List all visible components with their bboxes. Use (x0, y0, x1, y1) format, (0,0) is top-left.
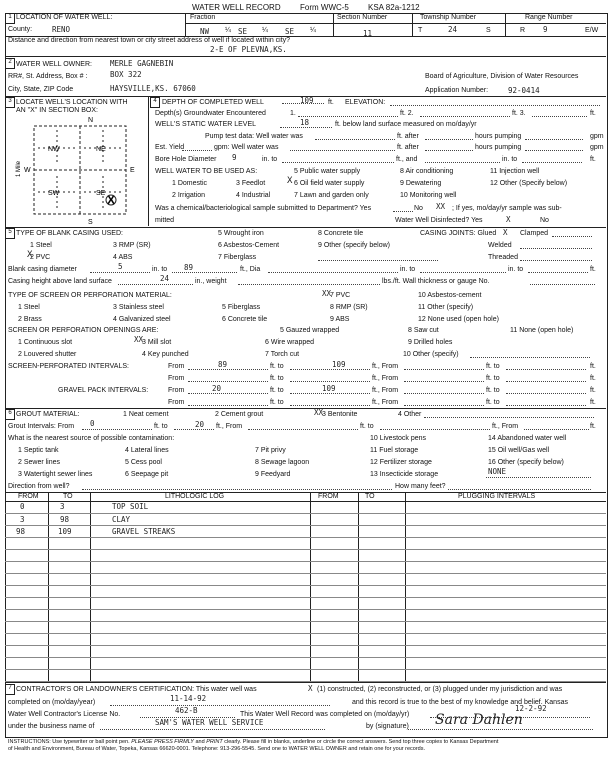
opening-10[interactable]: 10 Other (specify) (403, 351, 459, 358)
range-prefix: R (520, 27, 526, 34)
opening-1[interactable]: 1 Continuous slot (18, 339, 73, 346)
township-label: Township Number (420, 14, 477, 21)
source-label: What is the nearest source of possible contamination: (8, 435, 175, 442)
source-11[interactable]: 11 Fuel storage (370, 447, 419, 454)
log-row-line (5, 633, 606, 634)
screen-11[interactable]: 11 Other (specify) (418, 304, 474, 311)
lbs-label: lbs./ft. Wall thickness or gauge No. (382, 278, 490, 285)
log-row-2-from: 3 (20, 515, 25, 524)
depth-ft: ft. (328, 99, 334, 106)
screen-7[interactable]: 7 PVC (330, 292, 351, 299)
township-value: 24 (448, 25, 458, 34)
use-6[interactable]: 6 Oil field water supply (294, 180, 365, 187)
grout-material-label: GROUT MATERIAL: (16, 411, 80, 418)
perf-from2-label-2: ft., From (372, 375, 399, 382)
log-header-plugging: PLUGGING INTERVALS (458, 493, 536, 500)
elevation-label: ELEVATION: (345, 99, 386, 106)
screen-5[interactable]: 5 Fiberglass (222, 304, 261, 311)
ne-label: NE (96, 146, 106, 153)
gravel-label: GRAVEL PACK INTERVALS: (58, 387, 149, 394)
log-row-line (5, 549, 606, 550)
cert-line4a: under the business name of (8, 723, 95, 730)
screen-type-label: TYPE OF SCREEN OR PERFORATION MATERIAL: (8, 292, 172, 299)
casing-9[interactable]: 9 Other (specify below) (318, 242, 390, 249)
log-row-3-from: 98 (16, 527, 26, 536)
source-5[interactable]: 5 Cess pool (125, 459, 162, 466)
application-value: 92-0414 (508, 86, 540, 95)
owner-label: WATER WELL OWNER: (16, 61, 92, 68)
height-value: 24 (160, 274, 170, 283)
screen-8[interactable]: 8 RMP (SR) (330, 304, 368, 311)
county-label: County: (8, 26, 33, 33)
bore-value: 9 (232, 153, 237, 162)
range-direction: E/W (585, 27, 599, 34)
depth-label: DEPTH OF COMPLETED WELL (162, 99, 264, 106)
perf-from-label: From (168, 363, 185, 370)
distance-label: Distance and direction from nearest town or city street address of well if located within city? (8, 37, 291, 44)
grout-2[interactable]: 2 Cement grout (215, 411, 264, 418)
instructions-line-1: INSTRUCTIONS: Use typewriter or ball point pen. PLEASE PRESS FIRMLY and PRINT clearly. Please fill in blanks, underline or circle the correct answers. Send top three copies to Kansas Department (8, 739, 499, 745)
se-label: SE (96, 190, 106, 197)
static-label: WELL'S STATIC WATER LEVEL (155, 121, 257, 128)
log-row-line (5, 525, 606, 526)
static-value: 18 (300, 118, 310, 127)
log-header-to: TO (63, 493, 73, 500)
perf-to2-label: ft. to (486, 363, 500, 370)
section-4-number: 4 (150, 97, 160, 108)
use-2[interactable]: 2 Irrigation (172, 192, 206, 199)
distance-value: 2-E OF PLEVNA,KS. (210, 45, 287, 54)
joints-mark: X (503, 228, 508, 237)
log-row-line (5, 537, 606, 538)
log-row-line (5, 597, 606, 598)
gravel-from2-label: ft., From (372, 387, 399, 394)
groundwater-label: Depth(s) Groundwater Encountered (155, 110, 266, 117)
use-3[interactable]: 3 Feedlot (236, 180, 266, 187)
clamped-label: Clamped (520, 230, 549, 237)
section-value: 11 (363, 29, 373, 38)
grout-to-label: ft. to (154, 423, 168, 430)
screen-1[interactable]: 1 Steel (18, 304, 40, 311)
gravel-to2-label: ft. to (486, 387, 500, 394)
cert-signature-label: by (signature) (366, 723, 409, 730)
screen-10[interactable]: 10 Asbestos-cement (418, 292, 482, 299)
section-6-number: 6 (5, 409, 15, 420)
fraction-2: SE (238, 27, 248, 36)
diameter-to: in. to (152, 266, 168, 273)
grout-from3-label: ft., From (492, 423, 519, 430)
openings-mark: XX (134, 335, 144, 344)
log-header-from: FROM (18, 493, 39, 500)
gravel-from-label-2: From (168, 399, 185, 406)
city-label: City, State, ZIP Code (8, 86, 74, 93)
log-row-line (5, 657, 606, 658)
cert-record-date: 12-2-92 (515, 704, 547, 713)
joints-label: CASING JOINTS: Glued (420, 230, 497, 237)
diameter-to-value: 89 (184, 263, 194, 272)
board-label: Board of Agriculture, Division of Water Resources (425, 73, 579, 80)
log-row-line (5, 609, 606, 610)
use-12[interactable]: 12 Other (Specify below) (490, 180, 568, 187)
screen-12[interactable]: 12 None used (open hole) (418, 316, 499, 323)
gravel-to-value: 109 (322, 384, 336, 393)
cert-signature: Sara Dahlen (435, 712, 523, 728)
gravel-to2-label-2: ft. to (486, 399, 500, 406)
casing-6[interactable]: 6 Asbestos-Cement (218, 242, 280, 249)
screen-9[interactable]: 9 ABS (330, 316, 350, 323)
use-10[interactable]: 10 Monitoring well (400, 192, 457, 199)
log-row-line (5, 585, 606, 586)
application-label: Application Number: (425, 87, 489, 94)
township-prefix: T (418, 27, 423, 34)
pump-gpm: gpm (590, 133, 604, 140)
east-label: E (130, 167, 135, 174)
log-row-line (5, 621, 606, 622)
locate-label-2: AN "X" IN SECTION BOX: (16, 107, 98, 114)
welded-label: Welded (488, 242, 512, 249)
log-row-line (5, 669, 606, 670)
opening-4[interactable]: 4 Key punched (142, 351, 189, 358)
section-locator-diagram[interactable] (10, 114, 145, 226)
pvc-mark: X (27, 250, 33, 260)
casing-type-label: TYPE OF BLANK CASING USED: (16, 230, 123, 237)
quarter-2: ¼ (262, 27, 268, 34)
opening-7[interactable]: 7 Torch cut (265, 351, 300, 358)
log-row-1-to: 3 (60, 502, 65, 511)
gravel-from2-label-2: ft., From (372, 399, 399, 406)
perf-ft: ft. (590, 363, 596, 370)
gravel-from-value: 20 (212, 384, 222, 393)
grout-1[interactable]: 1 Neat cement (123, 411, 169, 418)
cert-line3b: This Water Well Record was completed on (mo/day/yr) (240, 711, 410, 718)
pump-after: ft. after (397, 133, 419, 140)
log-row-1-from: 0 (20, 502, 25, 511)
section-7-number: 7 (5, 684, 15, 695)
form-title: WATER WELL RECORD (192, 3, 281, 12)
perf-from-label-2: From (168, 375, 185, 382)
log-row-line (5, 561, 606, 562)
casing-7[interactable]: 7 Fiberglass (218, 254, 257, 261)
cert-line3a: Water Well Contractor's License No. (8, 711, 121, 718)
west-label: W (24, 167, 31, 174)
opening-8[interactable]: 8 Saw cut (408, 327, 439, 334)
yield-label: Est. Yield (155, 144, 185, 151)
range-value: 9 (543, 25, 548, 34)
grout-from2-label: ft., From (216, 423, 243, 430)
feet-label: How many feet? (395, 483, 446, 490)
groundwater-end: ft. (590, 110, 596, 117)
source-13[interactable]: 13 Insecticide storage (370, 471, 439, 478)
screen-6[interactable]: 6 Concrete tile (222, 316, 268, 323)
diameter-ft: ft. (590, 266, 596, 273)
form-number: Form WWC-5 (300, 3, 349, 12)
use-7[interactable]: 7 Lawn and garden only (294, 192, 369, 199)
fraction-1: NW (200, 27, 210, 36)
quarter-1: ¼ (225, 27, 231, 34)
use-mark: X (287, 176, 293, 186)
chem-no: No (414, 205, 423, 212)
static-suffix: ft. below land surface measured on mo/day/yr (335, 121, 477, 128)
location-label: LOCATION OF WATER WELL: (16, 14, 113, 21)
log-row-line (5, 645, 606, 646)
diameter-value: 5 (118, 262, 123, 271)
opening-11[interactable]: 11 None (open hole) (510, 327, 574, 334)
ksa-reference: KSA 82a-1212 (368, 3, 420, 12)
well-location-mark: X (107, 193, 116, 207)
grout-mark: XX (314, 408, 324, 417)
grout-4[interactable]: 4 Other (398, 411, 422, 418)
cert-mark: X (308, 684, 313, 693)
perf-from2-label: ft., From (372, 363, 399, 370)
perf-to-label-2: ft. to (270, 375, 284, 382)
cert-line1a: CONTRACTOR'S OR LANDOWNER'S CERTIFICATION: This water well was (16, 686, 257, 693)
screen-mark: XX (322, 289, 332, 298)
bore-in-to-2: in. to (502, 156, 518, 163)
bore-ft: ft. (590, 156, 596, 163)
perf-ft-2: ft. (590, 375, 596, 382)
log-row-3-desc: GRAVEL STREAKS (112, 527, 176, 536)
casing-1[interactable]: 1 Steel (30, 242, 52, 249)
log-row-line (5, 513, 606, 514)
section-2-number: 2 (5, 58, 15, 69)
log-header-to-2: TO (365, 493, 375, 500)
chem-mark: XX (436, 202, 446, 211)
section-5-number: 5 (5, 228, 15, 239)
groundwater-1: 1. (290, 110, 296, 117)
grout-ft: ft. (590, 423, 596, 430)
chem-mitted: mitted (155, 217, 175, 224)
log-row-3-to: 109 (58, 527, 72, 536)
threaded-label: Threaded (488, 254, 518, 261)
gravel-ft: ft. (590, 387, 596, 394)
diameter-label: Blank casing diameter (8, 266, 77, 273)
instructions-line-2: of Health and Environment, Bureau of Water, Topeka, Kansas 66620-0001. Telephone: 913-296-5545. Send one to WATER WELL OWNER and retain one for your records. (8, 746, 426, 752)
grout-to2-label: ft. to (360, 423, 374, 430)
perf-to-label: ft. to (270, 363, 284, 370)
diameter-ft-dia: ft., Dia (240, 266, 261, 273)
log-row-2-desc: CLAY (112, 515, 131, 524)
screen-3[interactable]: 3 Stainless steel (113, 304, 164, 311)
diameter-in-to: in. to (400, 266, 416, 273)
section-3-number: 3 (5, 97, 15, 108)
disinfected-label: Water Well Disinfected? Yes (395, 217, 483, 224)
south-label: S (88, 219, 93, 226)
locate-label-1: LOCATE WELL'S LOCATION WITH (16, 99, 128, 106)
log-row-line (5, 573, 606, 574)
perf-label: SCREEN-PERFORATED INTERVALS: (8, 363, 129, 370)
source-8[interactable]: 8 Sewage lagoon (255, 459, 310, 466)
quarter-3: ¼ (310, 27, 316, 34)
use-5[interactable]: 5 Public water supply (294, 168, 361, 175)
source-16[interactable]: 16 Other (specify below) (488, 459, 564, 466)
grout-from-value: 0 (90, 419, 95, 428)
section-1-number: 1 (5, 13, 15, 24)
perf-to2-label-2: ft. to (486, 375, 500, 382)
opening-9[interactable]: 9 Drilled holes (408, 339, 453, 346)
source-10[interactable]: 10 Livestock pens (370, 435, 427, 442)
disinfected-no: No (540, 217, 549, 224)
screen-4[interactable]: 4 Galvanized steel (113, 316, 171, 323)
nw-label: NW (48, 146, 60, 153)
use-8[interactable]: 8 Air conditioning (400, 168, 454, 175)
casing-5[interactable]: 5 Wrought iron (218, 230, 264, 237)
cert-license: 462-B (175, 706, 198, 715)
opening-6[interactable]: 6 Wire wrapped (265, 339, 315, 346)
address-label: RR#, St. Address, Box # : (8, 73, 88, 80)
cert-business: SAM'S WATER WELL SERVICE (155, 718, 264, 727)
chem-label: Was a chemical/bacteriological sample submitted to Department? Yes (155, 205, 372, 212)
yield-after: ft. after (397, 144, 419, 151)
pump-label: Pump test data: Well water was (205, 133, 303, 140)
use-label: WELL WATER TO BE USED AS: (155, 168, 258, 175)
perf-from-value: 89 (218, 360, 228, 369)
use-1[interactable]: 1 Domestic (172, 180, 208, 187)
openings-label: SCREEN OR PERFORATION OPENINGS ARE: (8, 327, 159, 334)
township-direction: S (486, 27, 491, 34)
source-other-value: NONE (488, 467, 507, 476)
source-9[interactable]: 9 Feedyard (255, 471, 291, 478)
casing-3[interactable]: 3 RMP (SR) (113, 242, 151, 249)
opening-5[interactable]: 5 Gauzed wrapped (280, 327, 340, 334)
source-4[interactable]: 4 Lateral lines (125, 447, 169, 454)
yield-hours: hours pumping (475, 144, 522, 151)
range-label: Range Number (525, 14, 573, 21)
gravel-ft-2: ft. (590, 399, 596, 406)
source-7[interactable]: 7 Pit privy (255, 447, 286, 454)
fraction-label: Fraction (190, 14, 216, 21)
cert-line1b: (1) constructed, (2) reconstructed, or (3) plugged under my jurisdiction and was (317, 686, 563, 693)
log-header-lithologic: LITHOLOGIC LOG (165, 493, 225, 500)
cert-line2b: and this record is true to the best of my knowledge and belief. Kansas (352, 699, 568, 706)
mile-label: 1 Mile (16, 160, 22, 177)
height-weight: in., weight (195, 278, 227, 285)
source-14[interactable]: 14 Abandoned water well (488, 435, 567, 442)
grout-intervals-label: Grout Intervals: From (8, 423, 75, 430)
groundwater-2: ft. 2. (400, 110, 414, 117)
county-value: RENO (52, 25, 71, 34)
direction-label: Direction from well? (8, 483, 70, 490)
grout-3[interactable]: 3 Bentonite (322, 411, 358, 418)
groundwater-3: ft. 3. (512, 110, 526, 117)
diameter-in-to-2: in. to (508, 266, 524, 273)
yield-gpm: gpm (590, 144, 604, 151)
chem-suffix: ; If yes, mo/day/yr sample was sub- (452, 205, 562, 212)
cert-completed: 11-14-92 (170, 694, 207, 703)
gravel-from-label: From (168, 387, 185, 394)
opening-3[interactable]: 3 Mill slot (142, 339, 172, 346)
gravel-to-label: ft. to (270, 387, 284, 394)
log-row-1-desc: TOP SOIL (112, 502, 149, 511)
city-value: HAYSVILLE,KS. 67060 (110, 84, 196, 93)
disinfected-mark: X (506, 215, 511, 224)
use-9[interactable]: 9 Dewatering (400, 180, 442, 187)
source-6[interactable]: 6 Seepage pit (125, 471, 169, 478)
bore-label: Bore Hole Diameter (155, 156, 217, 163)
screen-2[interactable]: 2 Brass (18, 316, 42, 323)
bore-in-to: in. to (262, 156, 278, 163)
pump-hours: hours pumping (475, 133, 522, 140)
source-15[interactable]: 15 Oil well/Gas well (488, 447, 550, 454)
depth-value: 109 (300, 96, 314, 105)
casing-2[interactable]: 2 PVC (30, 254, 51, 261)
cert-line2a: completed on (mo/day/year) (8, 699, 96, 706)
log-row-2-to: 98 (60, 515, 70, 524)
address-value: BOX 322 (110, 70, 142, 79)
source-3[interactable]: 3 Watertight sewer lines (18, 471, 93, 478)
gravel-to-label-2: ft. to (270, 399, 284, 406)
opening-2[interactable]: 2 Louvered shutter (18, 351, 77, 358)
log-header-from-2: FROM (318, 493, 339, 500)
source-1[interactable]: 1 Septic tank (18, 447, 59, 454)
section-number-label: Section Number (337, 14, 388, 21)
use-11[interactable]: 11 Injection well (490, 168, 540, 175)
fraction-3: SE (285, 27, 295, 36)
owner-value: MERLE GAGNEBIN (110, 59, 174, 68)
casing-8[interactable]: 8 Concrete tile (318, 230, 364, 237)
perf-to-value: 109 (332, 360, 346, 369)
yield-mid: gpm: Well water was (214, 144, 279, 151)
use-4[interactable]: 4 Industrial (236, 192, 271, 199)
source-12[interactable]: 12 Fertilizer storage (370, 459, 432, 466)
sw-label: SW (48, 190, 60, 197)
height-label: Casing height above land surface (8, 278, 112, 285)
source-2[interactable]: 2 Sewer lines (18, 459, 61, 466)
north-label: N (88, 117, 94, 124)
casing-4[interactable]: 4 ABS (113, 254, 133, 261)
grout-to-value: 20 (195, 420, 205, 429)
bore-ft-and: ft., and (396, 156, 418, 163)
